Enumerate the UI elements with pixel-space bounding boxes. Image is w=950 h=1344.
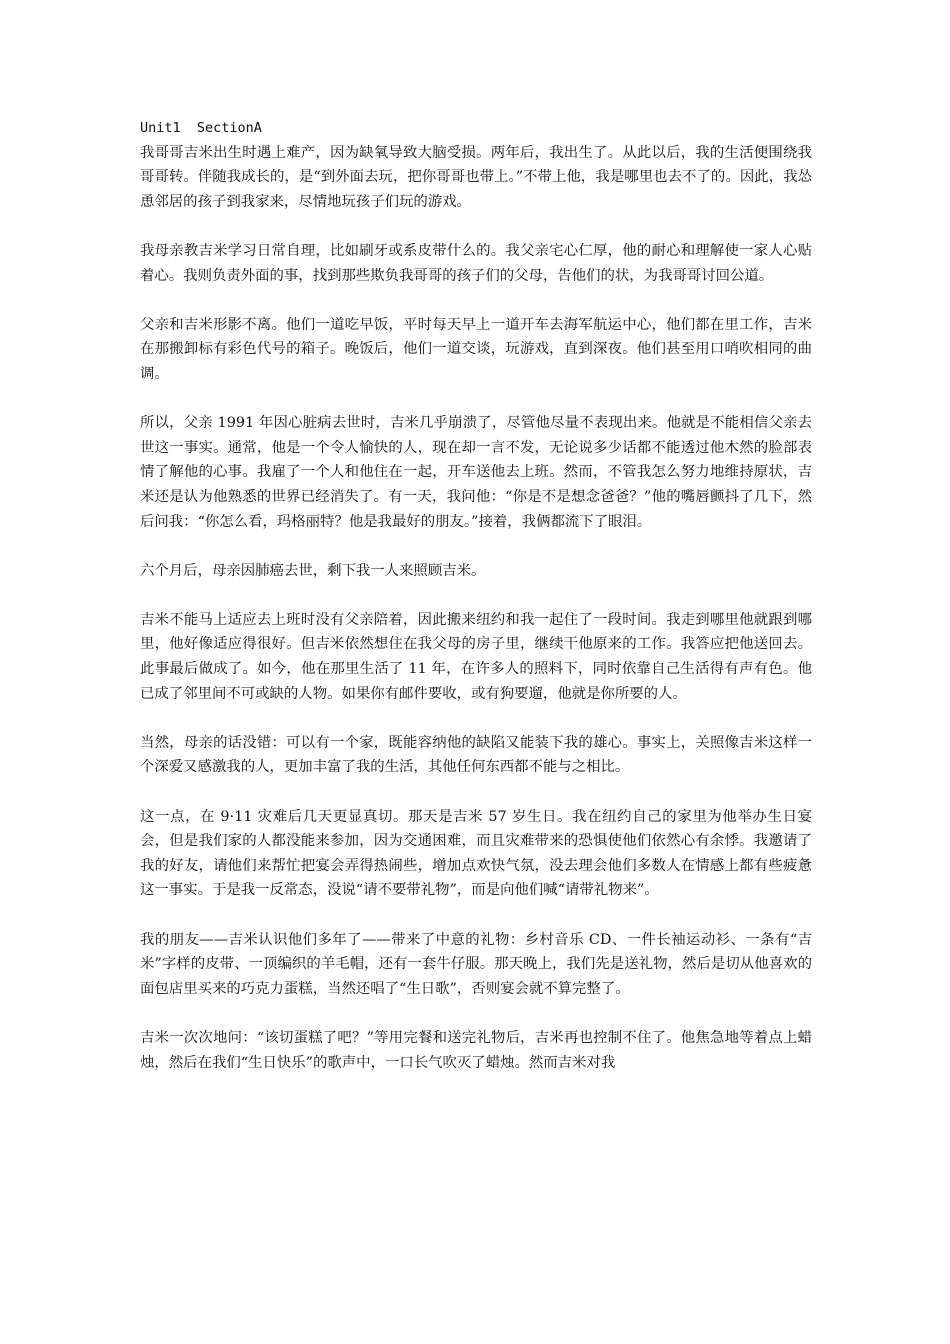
paragraph-10: 吉米一次次地问：“该切蛋糕了吧？”等用完餐和送完礼物后，吉米再也控制不住了。他焦急地等着点上蜡烛，然后在我们“生日快乐”的歌声中，一口长气吹灭了蜡烛。然而吉米对我 bbox=[140, 1029, 812, 1071]
unit-heading: Unit1 SectionA bbox=[140, 120, 262, 136]
paragraph-9: 我的朋友——吉米认识他们多年了——带来了中意的礼物：乡村音乐 CD、一件长袖运动衫、一条有“吉米”字样的皮带、一顶编织的羊毛帽，还有一套牛仔服。那天晚上，我们先是送礼物，然后是切从他喜欢的面包店里买来的巧克力蛋糕，当然还唱了“生日歌”，否则宴会就不算完整了。 bbox=[140, 931, 812, 997]
paragraph-1: 我哥哥吉米出生时遇上难产，因为缺氧导致大脑受损。两年后，我出生了。从此以后，我的生活便围绕我哥哥转。伴随我成长的，是“到外面去玩，把你哥哥也带上。”不带上他，我是哪里也去不了的。因此，我怂恿邻居的孩子到我家来，尽情地玩孩子们玩的游戏。 bbox=[140, 144, 812, 210]
document-body bbox=[140, 116, 812, 1100]
paragraph-8: 这一点，在 9·11 灾难后几天更显真切。那天是吉米 57 岁生日。我在纽约自己的家里为他举办生日宴会，但是我们家的人都没能来参加，因为交通困难，而且灾难带来的恐惧使他们依然心有余悸。我邀请了我的好友，请他们来帮忙把宴会弄得热闹些，增加点欢快气氛，没去理会他们多数人在情感上都有些疲惫这一事实。于是我一反常态，没说“请不要带礼物”，而是向他们喊“请带礼物来”。 bbox=[140, 808, 812, 899]
paragraph-7: 当然，母亲的话没错：可以有一个家，既能容纳他的缺陷又能装下我的雄心。事实上，关照像吉米这样一个深爱又感激我的人，更加丰富了我的生活，其他任何东西都不能与之相比。 bbox=[140, 734, 812, 776]
paragraph-3: 父亲和吉米形影不离。他们一道吃早饭，平时每天早上一道开车去海军航运中心，他们都在里工作，吉米在那搬卸标有彩色代号的箱子。晚饭后，他们一道交谈，玩游戏，直到深夜。他们甚至用口哨吹相同的曲调。 bbox=[140, 316, 812, 382]
paragraph-6: 吉米不能马上适应去上班时没有父亲陪着，因此搬来纽约和我一起住了一段时间。我走到哪里他就跟到哪里，他好像适应得很好。但吉米依然想住在我父母的房子里，继续干他原来的工作。我答应把他送回去。此事最后做成了。如今，他在那里生活了 11 年，在许多人的照料下，同时依靠自己生活得有声有色。他已成了邻里间不可或缺的人物。如果你有邮件要收，或有狗要遛，他就是你所要的人。 bbox=[140, 611, 812, 702]
paragraph-2: 我母亲教吉米学习日常自理，比如刷牙或系皮带什么的。我父亲宅心仁厚，他的耐心和理解使一家人心贴着心。我则负责外面的事，找到那些欺负我哥哥的孩子们的父母，告他们的状，为我哥哥讨回公道。 bbox=[140, 242, 812, 284]
paragraph-4: 所以，父亲 1991 年因心脏病去世时，吉米几乎崩溃了，尽管他尽量不表现出来。他就是不能相信父亲去世这一事实。通常，他是一个令人愉快的人，现在却一言不发，无论说多少话都不能透过他木然的脸部表情了解他的心事。我雇了一个人和他住在一起，开车送他去上班。然而，不管我怎么努力地维持原状，吉米还是认为他熟悉的世界已经消失了。有一天，我问他：“你是不是想念爸爸？”他的嘴唇颤抖了几下，然后问我：“你怎么看，玛格丽特？他是我最好的朋友。”接着，我俩都流下了眼泪。 bbox=[140, 415, 812, 530]
paragraph-5: 六个月后，母亲因肺癌去世，剩下我一人来照顾吉米。 bbox=[140, 562, 486, 579]
